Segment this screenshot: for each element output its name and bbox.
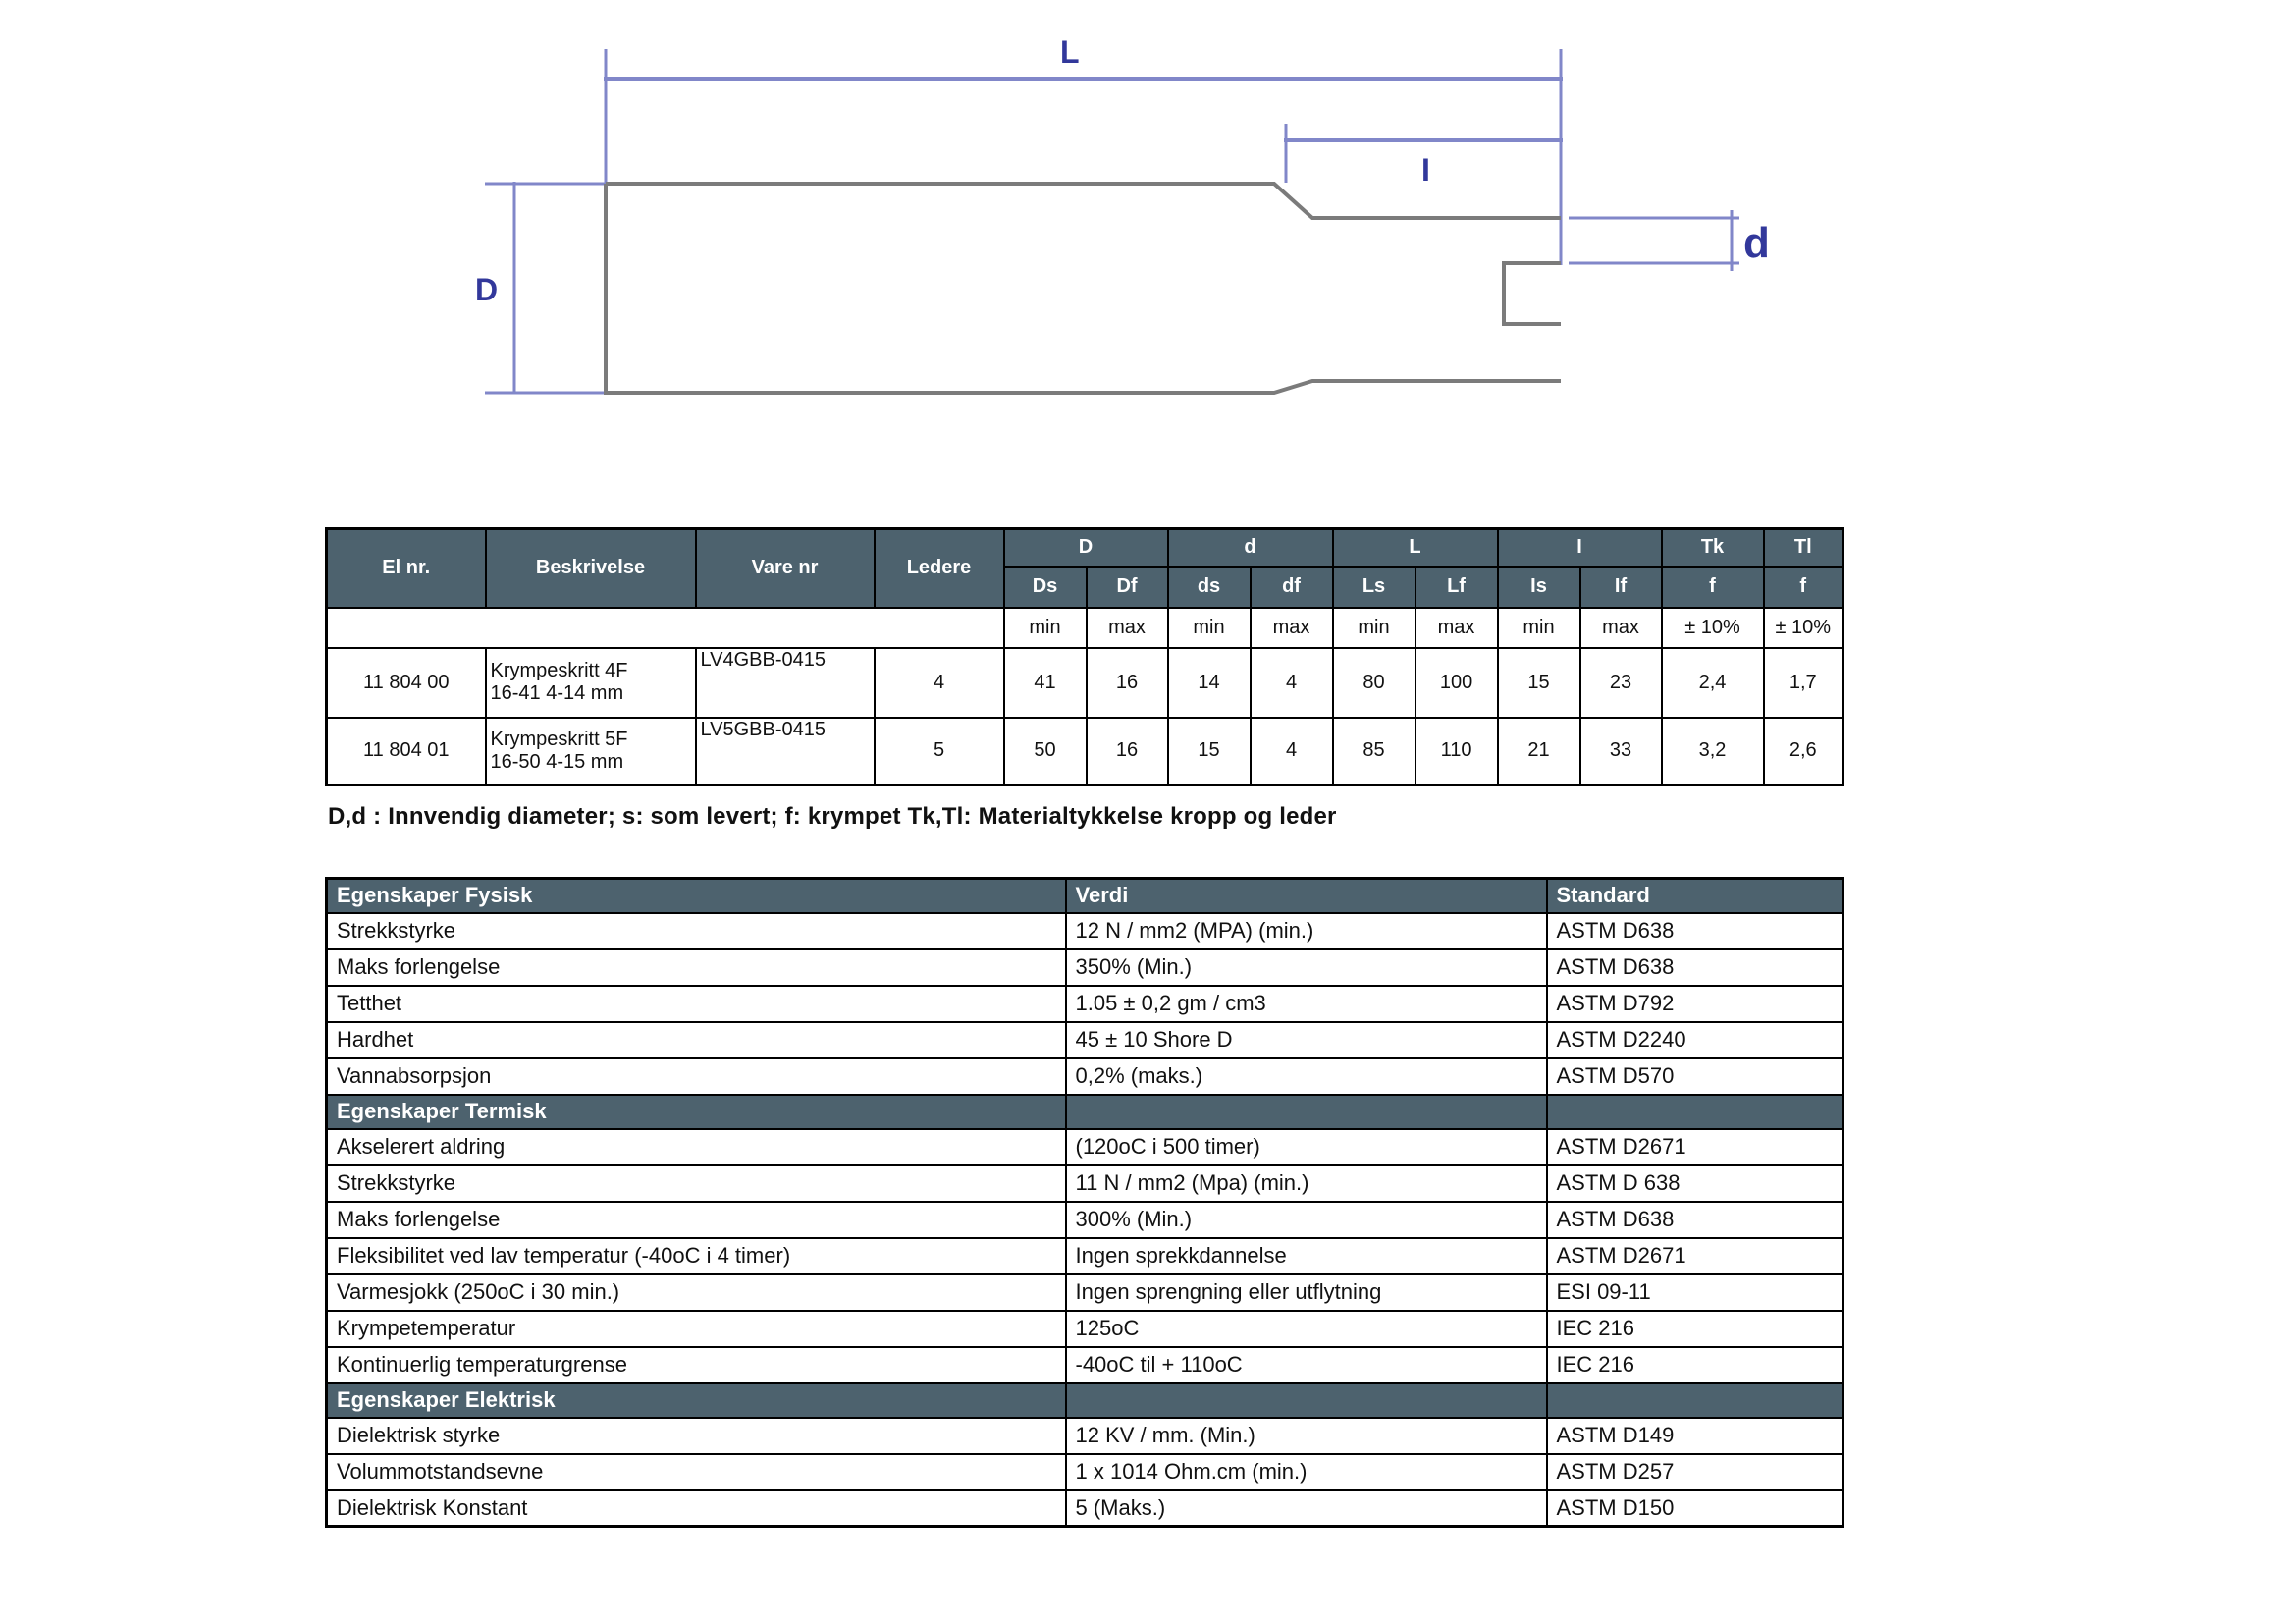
properties-table	[325, 877, 1844, 1528]
col-header-beskrivelse: Beskrivelse	[486, 529, 696, 608]
property-value: (120oC i 500 timer)	[1066, 1129, 1547, 1165]
property-row	[327, 1454, 1843, 1490]
property-name: Dielektrisk Konstant	[327, 1490, 1066, 1527]
value-cell: 41	[1004, 648, 1087, 718]
col-header-el-nr: El nr.	[327, 529, 486, 608]
property-standard: IEC 216	[1547, 1347, 1843, 1383]
property-name: Hardhet	[327, 1022, 1066, 1058]
outline-top	[606, 184, 1561, 218]
sub-header-Lf: Lf	[1415, 567, 1498, 608]
beskrivelse-cell	[486, 718, 696, 785]
section-title: Egenskaper Fysisk	[327, 879, 1066, 913]
property-name: Vannabsorpsjon	[327, 1058, 1066, 1095]
value-cell: 14	[1168, 648, 1251, 718]
beskrivelse-line1: Krympeskritt 5F	[490, 728, 628, 750]
value-cell: 2,6	[1764, 718, 1843, 785]
minmax-cell: min	[1004, 608, 1087, 648]
dimension-table	[325, 527, 1844, 786]
property-name: Strekkstyrke	[327, 1165, 1066, 1202]
property-row	[327, 1202, 1843, 1238]
value-cell: 21	[1498, 718, 1580, 785]
component-outline	[606, 184, 1561, 393]
property-value: 1 x 1014 Ohm.cm (min.)	[1066, 1454, 1547, 1490]
property-row	[327, 1311, 1843, 1347]
property-standard: ASTM D257	[1547, 1454, 1843, 1490]
property-standard: ESI 09-11	[1547, 1274, 1843, 1311]
group-header-Tl: Tl	[1764, 529, 1843, 567]
property-value: 125oC	[1066, 1311, 1547, 1347]
sub-header-ds: ds	[1168, 567, 1251, 608]
property-value: 0,2% (maks.)	[1066, 1058, 1547, 1095]
dim-label-D: D	[475, 272, 499, 307]
dim-label-d: d	[1743, 219, 1770, 267]
sub-header-Tl-f: f	[1764, 567, 1843, 608]
property-name: Strekkstyrke	[327, 913, 1066, 949]
section-title: Egenskaper Elektrisk	[327, 1383, 1066, 1418]
minmax-cell: min	[1333, 608, 1415, 648]
outline-slot	[1504, 263, 1561, 324]
property-row	[327, 949, 1843, 986]
value-cell: 85	[1333, 718, 1415, 785]
property-standard: ASTM D 638	[1547, 1165, 1843, 1202]
beskrivelse-line2: 16-50 4-15 mm	[490, 750, 624, 773]
outline-bottom	[606, 184, 1561, 393]
property-standard: ASTM D2671	[1547, 1129, 1843, 1165]
value-cell: 4	[1251, 718, 1333, 785]
value-cell: 16	[1087, 648, 1168, 718]
property-value: 12 KV / mm. (Min.)	[1066, 1418, 1547, 1454]
property-standard: IEC 216	[1547, 1311, 1843, 1347]
group-header-I: I	[1498, 529, 1662, 567]
property-row	[327, 1022, 1843, 1058]
property-name: Tetthet	[327, 986, 1066, 1022]
col-header-verdi: Verdi	[1066, 879, 1547, 913]
property-standard: ASTM D638	[1547, 949, 1843, 986]
property-name: Kontinuerlig temperaturgrense	[327, 1347, 1066, 1383]
dimension-lines	[485, 49, 1739, 394]
sub-header-Tk-f: f	[1662, 567, 1764, 608]
property-name: Volummotstandsevne	[327, 1454, 1066, 1490]
minmax-cell: min	[1168, 608, 1251, 648]
minmax-empty-cell	[327, 608, 1004, 648]
legend-note: D,d : Innvendig diameter; s: som levert; f: krympet Tk,Tl: Materialtykkelse kropp og leder	[328, 803, 1337, 830]
value-cell: 100	[1415, 648, 1498, 718]
property-row	[327, 1274, 1843, 1311]
sub-header-Is: Is	[1498, 567, 1580, 608]
group-header-d: d	[1168, 529, 1333, 567]
property-row	[327, 913, 1843, 949]
vare-nr-cell: LV4GBB-0415	[696, 648, 875, 718]
sub-header-If: If	[1580, 567, 1662, 608]
value-cell: 16	[1087, 718, 1168, 785]
col-header-vare-nr: Vare nr	[696, 529, 875, 608]
property-name: Maks forlengelse	[327, 1202, 1066, 1238]
col-header-ledere: Ledere	[875, 529, 1004, 608]
property-standard: ASTM D570	[1547, 1058, 1843, 1095]
group-header-D: D	[1004, 529, 1168, 567]
beskrivelse-line2: 16-41 4-14 mm	[490, 682, 624, 704]
property-standard: ASTM D638	[1547, 1202, 1843, 1238]
dim-label-I: I	[1421, 152, 1430, 188]
value-cell: 1,7	[1764, 648, 1843, 718]
property-row	[327, 1058, 1843, 1095]
property-name: Krympetemperatur	[327, 1311, 1066, 1347]
property-value: -40oC til + 110oC	[1066, 1347, 1547, 1383]
property-row	[327, 986, 1843, 1022]
value-cell: 33	[1580, 718, 1662, 785]
property-value: 12 N / mm2 (MPA) (min.)	[1066, 913, 1547, 949]
col-header-standard: Standard	[1547, 879, 1843, 913]
property-standard: ASTM D638	[1547, 913, 1843, 949]
sub-header-Ls: Ls	[1333, 567, 1415, 608]
minmax-cell: ± 10%	[1764, 608, 1843, 648]
property-row	[327, 1129, 1843, 1165]
property-name: Maks forlengelse	[327, 949, 1066, 986]
group-header-L: L	[1333, 529, 1498, 567]
dimension-labels	[475, 34, 1770, 307]
minmax-cell: max	[1580, 608, 1662, 648]
value-cell: 15	[1498, 648, 1580, 718]
el-nr-cell: 11 804 01	[327, 718, 486, 785]
property-row	[327, 1490, 1843, 1527]
section-header-row	[327, 1383, 1843, 1418]
ledere-cell: 4	[875, 648, 1004, 718]
technical-drawing	[0, 0, 2296, 506]
section-header-row	[327, 879, 1843, 913]
property-name: Varmesjokk (250oC i 30 min.)	[327, 1274, 1066, 1311]
beskrivelse-line1: Krympeskritt 4F	[490, 660, 628, 681]
vare-nr-cell: LV5GBB-0415	[696, 718, 875, 785]
property-value: 350% (Min.)	[1066, 949, 1547, 986]
property-name: Akselerert aldring	[327, 1129, 1066, 1165]
value-cell: 80	[1333, 648, 1415, 718]
dim-label-L: L	[1060, 34, 1080, 70]
minmax-cell: max	[1087, 608, 1168, 648]
property-row	[327, 1418, 1843, 1454]
section-header-row	[327, 1095, 1843, 1129]
property-value: 45 ± 10 Shore D	[1066, 1022, 1547, 1058]
property-value: 5 (Maks.)	[1066, 1490, 1547, 1527]
minmax-row	[327, 608, 1843, 648]
sub-header-Ds: Ds	[1004, 567, 1087, 608]
property-name: Dielektrisk styrke	[327, 1418, 1066, 1454]
section-title: Egenskaper Termisk	[327, 1095, 1066, 1129]
value-cell: 50	[1004, 718, 1087, 785]
property-standard: ASTM D149	[1547, 1418, 1843, 1454]
value-cell: 3,2	[1662, 718, 1764, 785]
section-header-empty	[1066, 1095, 1547, 1129]
section-header-empty	[1547, 1095, 1843, 1129]
value-cell: 2,4	[1662, 648, 1764, 718]
el-nr-cell: 11 804 00	[327, 648, 486, 718]
table-row	[327, 648, 1843, 718]
property-value: 1.05 ± 0,2 gm / cm3	[1066, 986, 1547, 1022]
section-header-empty	[1547, 1383, 1843, 1418]
ledere-cell: 5	[875, 718, 1004, 785]
sub-header-df: df	[1251, 567, 1333, 608]
property-row	[327, 1165, 1843, 1202]
property-name: Fleksibilitet ved lav temperatur (-40oC i 4 timer)	[327, 1238, 1066, 1274]
value-cell: 15	[1168, 718, 1251, 785]
minmax-cell: max	[1251, 608, 1333, 648]
value-cell: 4	[1251, 648, 1333, 718]
property-standard: ASTM D2240	[1547, 1022, 1843, 1058]
minmax-cell: ± 10%	[1662, 608, 1764, 648]
minmax-cell: max	[1415, 608, 1498, 648]
header-row-groups	[327, 529, 1843, 567]
property-value: 300% (Min.)	[1066, 1202, 1547, 1238]
minmax-cell: min	[1498, 608, 1580, 648]
sub-header-Df: Df	[1087, 567, 1168, 608]
property-value: Ingen sprekkdannelse	[1066, 1238, 1547, 1274]
property-standard: ASTM D792	[1547, 986, 1843, 1022]
property-standard: ASTM D2671	[1547, 1238, 1843, 1274]
property-value: Ingen sprengning eller utflytning	[1066, 1274, 1547, 1311]
property-standard: ASTM D150	[1547, 1490, 1843, 1527]
property-row	[327, 1238, 1843, 1274]
section-header-empty	[1066, 1383, 1547, 1418]
value-cell: 23	[1580, 648, 1662, 718]
beskrivelse-cell	[486, 648, 696, 718]
group-header-Tk: Tk	[1662, 529, 1764, 567]
table-row	[327, 718, 1843, 785]
value-cell: 110	[1415, 718, 1498, 785]
property-value: 11 N / mm2 (Mpa) (min.)	[1066, 1165, 1547, 1202]
property-row	[327, 1347, 1843, 1383]
